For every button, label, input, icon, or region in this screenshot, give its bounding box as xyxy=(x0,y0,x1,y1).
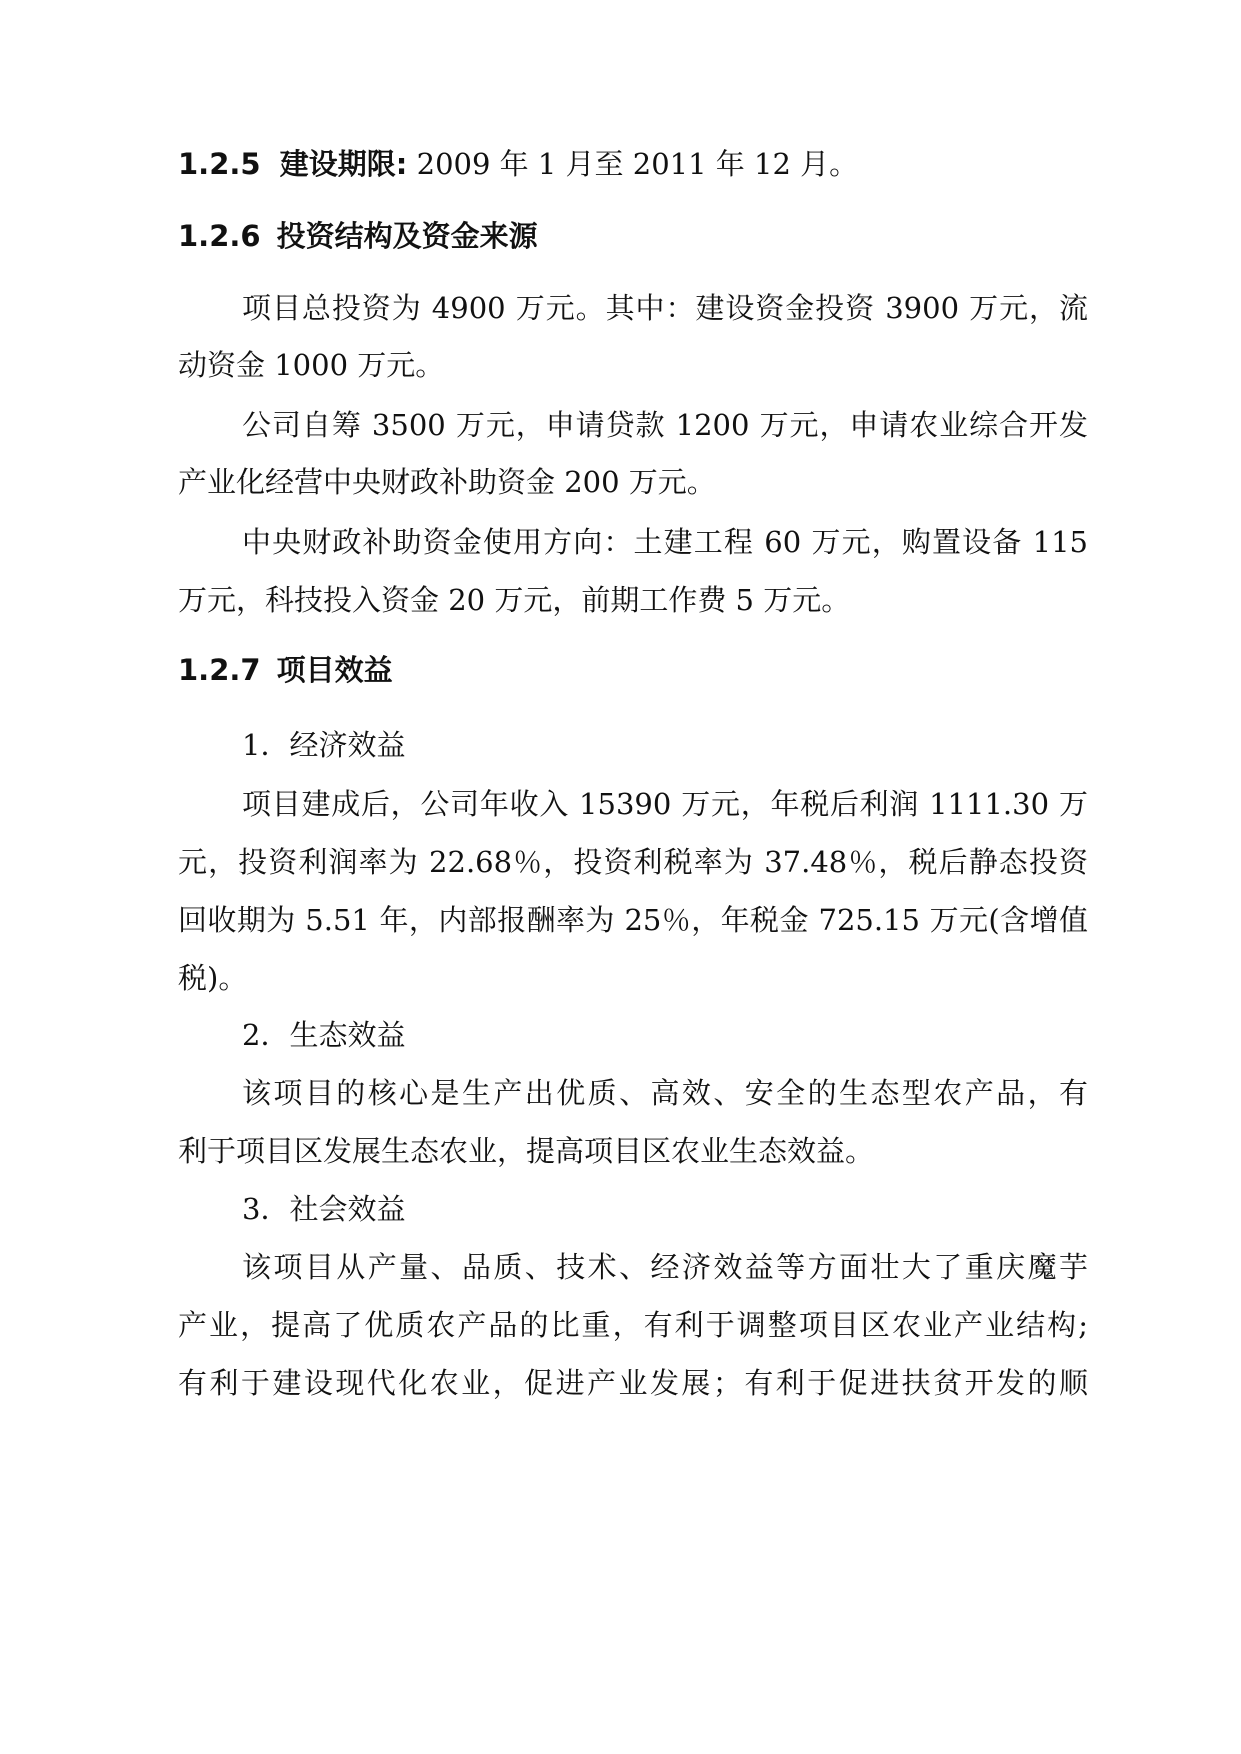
construction-period-text: 2009 年 1 月至 2011 年 12 月。 xyxy=(407,147,859,181)
section-title: 投资结构及资金来源 xyxy=(276,219,538,253)
paragraph-line: 公司自筹 3500 万元，申请贷款 1200 万元，申请农业综合开发 xyxy=(242,408,1088,442)
paragraph-line: 税)。 xyxy=(178,961,248,995)
section-label: 建设期限: xyxy=(279,147,408,181)
subsection-heading: 1．经济效益 xyxy=(242,728,406,762)
paragraph-line: 项目建成后，公司年收入 15390 万元，年税后利润 1111.30 万 xyxy=(242,787,1088,821)
paragraph-line: 有利于建设现代化农业，促进产业发展；有利于促进扶贫开发的顺 xyxy=(178,1366,1088,1400)
paragraph-line: 动资金 1000 万元。 xyxy=(178,348,445,382)
section-title: 项目效益 xyxy=(276,653,393,687)
paragraph-line: 该项目从产量、品质、技术、经济效益等方面壮大了重庆魔芋 xyxy=(242,1250,1088,1284)
paragraph-line: 中央财政补助资金使用方向：土建工程 60 万元，购置设备 115 xyxy=(242,525,1088,559)
section-1-2-6-heading xyxy=(178,216,1088,256)
paragraph-line: 产业，提高了优质农产品的比重，有利于调整项目区农业产业结构; xyxy=(178,1308,1088,1342)
section-number: 1.2.5 xyxy=(178,147,261,181)
section-1-2-7-heading xyxy=(178,650,1088,690)
paragraph-line: 回收期为 5.51 年，内部报酬率为 25％，年税金 725.15 万元(含增值 xyxy=(178,903,1088,937)
subsection-heading: 3．社会效益 xyxy=(242,1192,406,1226)
paragraph-line: 元，投资利润率为 22.68％，投资利税率为 37.48％，税后静态投资 xyxy=(178,845,1088,879)
subsection-heading: 2．生态效益 xyxy=(242,1018,406,1052)
section-number: 1.2.6 xyxy=(178,219,261,253)
section-number: 1.2.7 xyxy=(178,653,261,687)
paragraph-line: 万元，科技投入资金 20 万元，前期工作费 5 万元。 xyxy=(178,583,851,617)
paragraph-line: 利于项目区发展生态农业，提高项目区农业生态效益。 xyxy=(178,1134,875,1168)
paragraph-line: 产业化经营中央财政补助资金 200 万元。 xyxy=(178,465,716,499)
section-1-2-5 xyxy=(178,144,1088,184)
paragraph-line: 该项目的核心是生产出优质、高效、安全的生态型农产品，有 xyxy=(242,1076,1088,1110)
paragraph-line: 项目总投资为 4900 万元。其中：建设资金投资 3900 万元，流 xyxy=(242,291,1088,325)
